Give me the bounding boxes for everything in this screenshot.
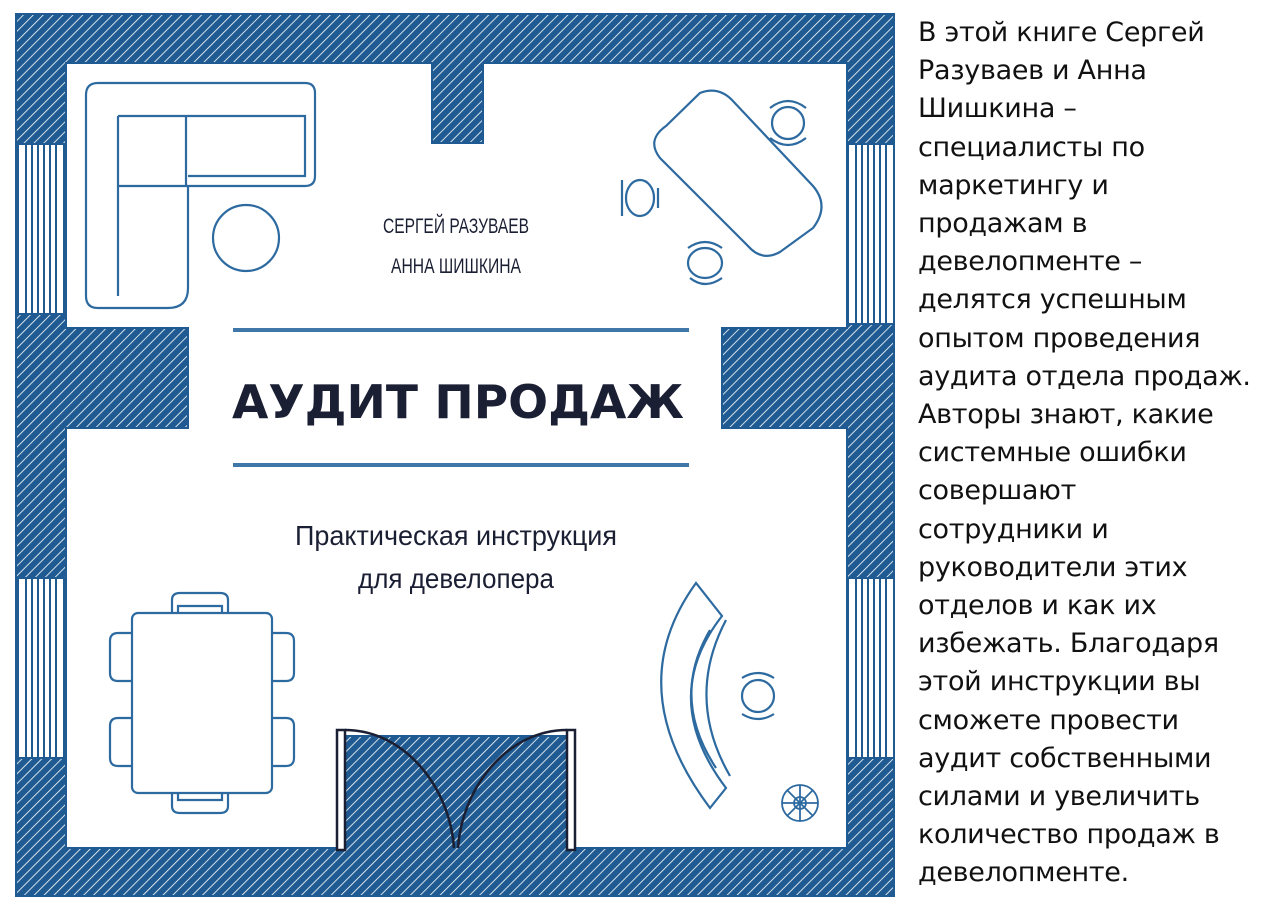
book-description bbox=[918, 14, 1268, 893]
description-line: сможете провести bbox=[918, 704, 1179, 736]
description-line: опытом проведения bbox=[918, 322, 1201, 354]
description-line: Авторы знают, какие bbox=[918, 399, 1214, 431]
description-line: совершают bbox=[918, 475, 1077, 507]
subtitle-line-2: для девелопера bbox=[358, 563, 555, 594]
description-line: девелопменте – bbox=[918, 246, 1143, 278]
description-line: сотрудники и bbox=[918, 513, 1109, 545]
description-line: маркетингу и bbox=[918, 169, 1109, 201]
title-rule-bottom bbox=[233, 463, 689, 467]
title-rule-top bbox=[233, 328, 689, 332]
window-right-top bbox=[848, 144, 894, 324]
description-line: Шишкина – bbox=[918, 93, 1077, 125]
window-left-top bbox=[18, 144, 64, 314]
description-line: специалисты по bbox=[918, 131, 1145, 163]
description-line: Разуваев и Анна bbox=[918, 55, 1147, 87]
description-line: девелопменте. bbox=[918, 857, 1129, 889]
subtitle-line-1: Практическая инструкция bbox=[295, 520, 617, 551]
description-line: делятся успешным bbox=[918, 284, 1187, 316]
floor-plan-walls bbox=[16, 14, 894, 896]
description-line: силами и увеличить bbox=[918, 781, 1200, 813]
description-line: руководители этих bbox=[918, 551, 1188, 583]
author-line-1: СЕРГЕЙ РАЗУВАЕВ bbox=[383, 215, 580, 238]
book-title: АУДИТ ПРОДАЖ bbox=[232, 375, 684, 429]
office-desk-with-chairs bbox=[622, 91, 822, 284]
window-left-bottom bbox=[18, 578, 64, 758]
window-right-bottom bbox=[848, 578, 894, 758]
description-line: количество продаж в bbox=[918, 819, 1220, 851]
potted-plant bbox=[782, 785, 818, 821]
description-line: аудит собственными bbox=[918, 742, 1212, 774]
corner-sofa bbox=[86, 83, 315, 308]
description-line: этой инструкции вы bbox=[918, 666, 1201, 698]
round-coffee-table bbox=[213, 205, 279, 271]
description-line: аудита отдела продаж. bbox=[918, 360, 1251, 392]
author-line-2: АННА ШИШКИНА bbox=[391, 255, 521, 278]
description-line: избежать. Благодаря bbox=[918, 628, 1219, 660]
curved-reception-desk bbox=[661, 583, 774, 808]
book-cover bbox=[10, 8, 900, 902]
dining-table-with-chairs bbox=[110, 593, 294, 813]
description-line: продажам в bbox=[918, 208, 1088, 240]
description-line: системные ошибки bbox=[918, 437, 1187, 469]
description-line: отделов и как их bbox=[918, 590, 1157, 622]
description-line: В этой книге Сергей bbox=[918, 17, 1205, 48]
